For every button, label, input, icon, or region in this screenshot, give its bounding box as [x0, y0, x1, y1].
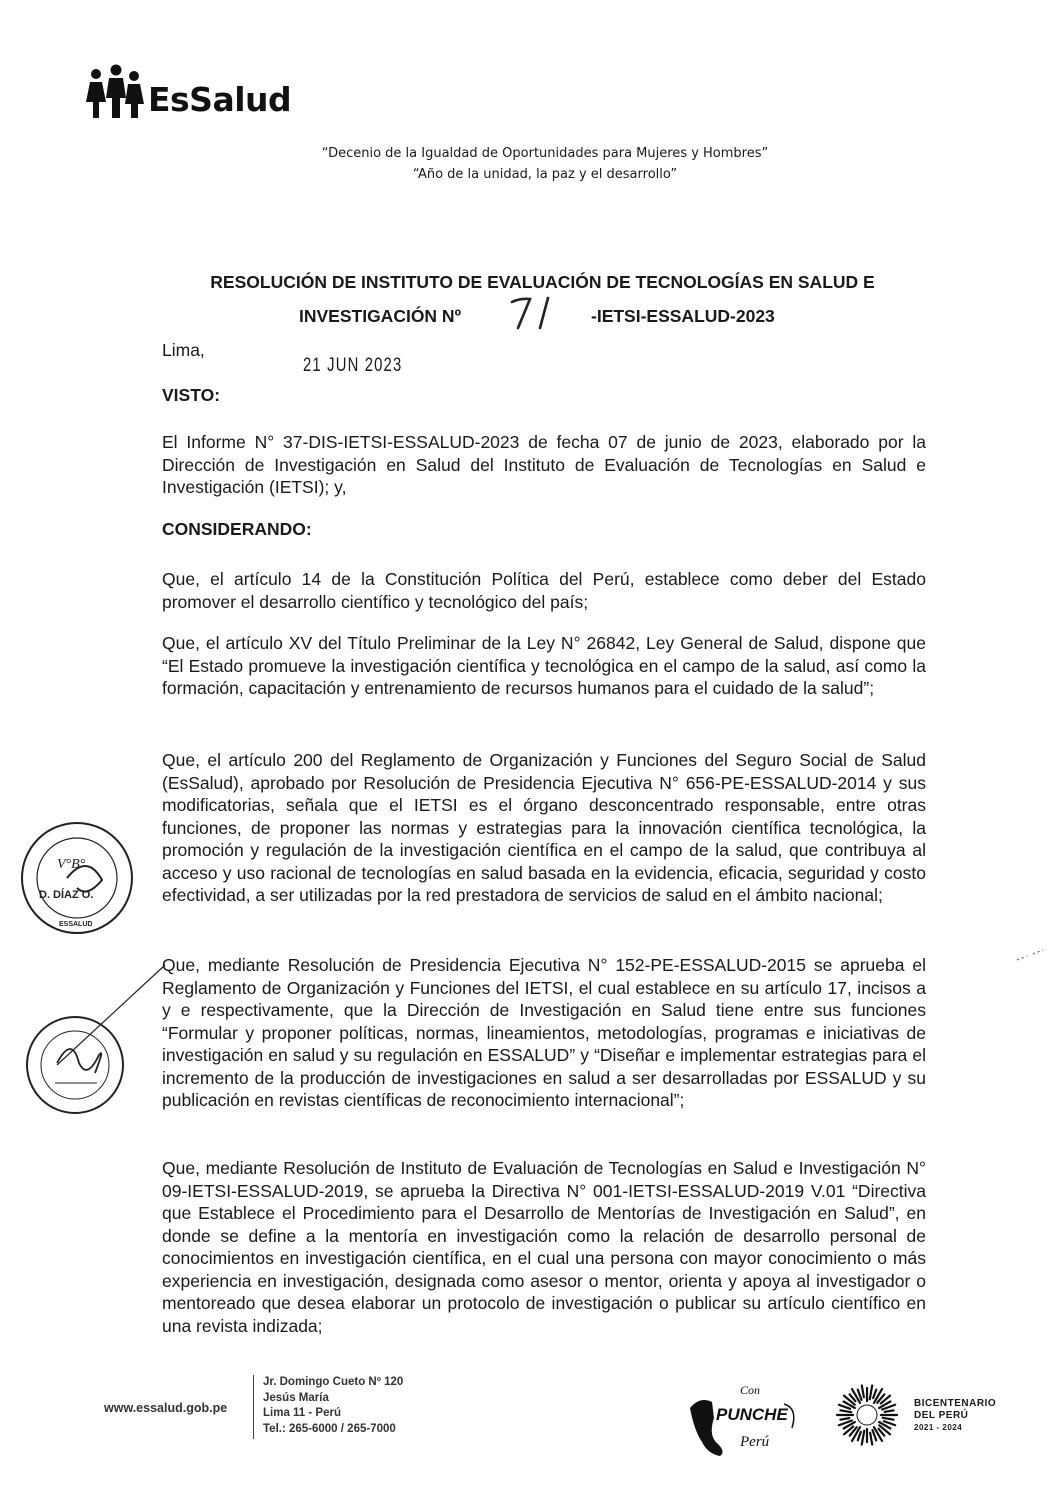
essalud-logo: [86, 60, 291, 120]
considerando-paragraph: Que, el artículo 200 del Reglamento de Organización y Funciones del Seguro Social de Salud (EsSalud), aprobado por Resolución de Presidencia Ejecutiva N° 656-PE-ESSALUD-2014 y sus modificatorias, señala que el IETSI es el órgano desconcentrado responsable, entre otras funciones, de proponer las normas y estrategias para la innovación científica tecnológica, la promoción y regulación de la investigación científica en el campo de la salud, que contribuya al acceso y uso racional de tecnologías en salud basada en la evidencia, eficacia, seguridad y costo efectividad, a ser utilizadas por la red prestadora de servicios de salud en el ámbito nacional;: [162, 750, 926, 905]
stamp-name-text: D. DÍAZ O.: [39, 889, 94, 901]
logo-text: EsSalud: [148, 80, 292, 119]
considerando-paragraph: Que, el artículo 14 de la Constitución Política del Perú, establece como deber del Estado promover el desarrollo científico y tecnológico del país;: [162, 569, 926, 612]
footer-address: [263, 1375, 403, 1437]
anio-text: “Año de la unidad, la paz y el desarrollo”: [412, 167, 678, 182]
campaign-text: PUNCHE: [716, 1405, 788, 1424]
emblem-ray: [885, 1410, 894, 1412]
stamp-vb-text: V°B°: [57, 857, 86, 872]
bicentenario-line: 2021 - 2024: [914, 1423, 963, 1432]
campaign-text: Con: [740, 1383, 761, 1397]
footer-website: www.essalud.gob.pe: [104, 1401, 228, 1415]
emblem-ray: [840, 1410, 851, 1412]
decenio-text: “Decenio de la Igualdad de Oportunidades para Mujeres y Hombres”: [321, 146, 769, 161]
place-label: Lima,: [162, 340, 205, 360]
bicentenario-text: [914, 1398, 996, 1434]
resolution-title-prefix: INVESTIGACIÓN Nº: [299, 306, 461, 326]
considerando-paragraph: Que, el artículo XV del Título Preliminar de la Ley N° 26842, Ley General de Salud, dispone que “El Estado promueve la investigación científica y tecnológica en el campo de la salud, así como la formación, capacitación y entrenamiento de recursos humanos para el cuidado de la salud”;: [162, 633, 926, 698]
visto-heading: VISTO:: [162, 385, 221, 405]
address-line: Jesús María: [263, 1391, 329, 1404]
family-figures-icon: [86, 62, 146, 120]
campaign-text: Perú: [740, 1434, 770, 1450]
address-line: Lima 11 - Perú: [263, 1407, 341, 1419]
stamp-org-text: ESSALUD: [59, 921, 93, 928]
con-punche-peru-logo: [680, 1378, 806, 1458]
handwritten-number: [508, 292, 556, 332]
emblem-ray: [870, 1385, 872, 1399]
bicentenario-emblem: [832, 1380, 902, 1450]
emblem-ray: [883, 1418, 894, 1420]
decenio-header: [0, 143, 1059, 185]
margin-mark: [1015, 940, 1055, 970]
emblem-ray: [840, 1418, 849, 1420]
signature-seal-stamp: [17, 955, 167, 1130]
emblem-ray: [862, 1431, 864, 1445]
address-line: Jr. Domingo Cueto Nº 120: [263, 1376, 404, 1388]
considerando-heading: CONSIDERANDO:: [162, 519, 312, 539]
emblem-ray: [873, 1390, 876, 1398]
resolution-title-suffix: -IETSI-ESSALUD-2023: [591, 306, 775, 326]
address-line: Tel.: 265-6000 / 265-7000: [263, 1422, 396, 1435]
bicentenario-line: DEL PERÚ: [914, 1410, 969, 1421]
considerando-paragraph: Que, mediante Resolución de Presidencia Ejecutiva N° 152-PE-ESSALUD-2015 se aprueba el Reglamento de Organización y Funciones del IETSI, el cual establece en su artículo 17, incisos a y e respectivamente, que la Dirección de Investigación en Salud tiene entre sus funciones “Formular y proponer políticas, normas, lineamientos, metodologías, programas e iniciativas de investigación en salud y su regulación en ESSALUD” y “Diseñar e implementar estrategias para el incremento de la producción de investigaciones en salud a ser desarrolladas por ESSALUD y su publicación en revistas científicas de reconocimiento internacional”;: [162, 955, 926, 1110]
bicentenario-line: BICENTENARIO: [914, 1398, 997, 1409]
emblem-ray: [858, 1432, 861, 1440]
date-stamp: 21 JUN 2023: [303, 355, 403, 376]
emblem-ray: [870, 1433, 872, 1445]
visto-text: El Informe N° 37-DIS-IETSI-ESSALUD-2023 de fecha 07 de junio de 2023, elaborado por la Dirección de Investigación en Salud del Instituto de Evaluación de Tecnologías en Salud e Investigación (IETSI); y,: [162, 432, 926, 497]
resolution-title-line1: RESOLUCIÓN DE INSTITUTO DE EVALUACIÓN DE TECNOLOGÍAS EN SALUD E: [210, 272, 875, 292]
considerando-paragraph: Que, mediante Resolución de Instituto de Evaluación de Tecnologías en Salud e Investigación N° 09-IETSI-ESSALUD-2019, se aprueba la Directiva N° 001-IETSI-ESSALUD-2019 V.01 “Directiva que Establece el Procedimiento para el Desarrollo de Mentorías de Investigación en Salud”, en donde se define a la mentoría en investigación como la relación de desarrollo personal de conocimientos en investigación científica, en el cual una persona con mayor conocimiento o más experiencia en investigación, designada como asesor o mentor, orienta y apoya al investigador o mentoreado que desea elaborar un protocolo de investigación o publicar su artículo científico en una revista indizada;: [162, 1158, 926, 1336]
handwritten-number-text: 71: [508, 292, 510, 293]
emblem-ray: [862, 1385, 864, 1397]
footer-divider: [253, 1375, 254, 1439]
approval-seal-stamp: [17, 818, 137, 938]
